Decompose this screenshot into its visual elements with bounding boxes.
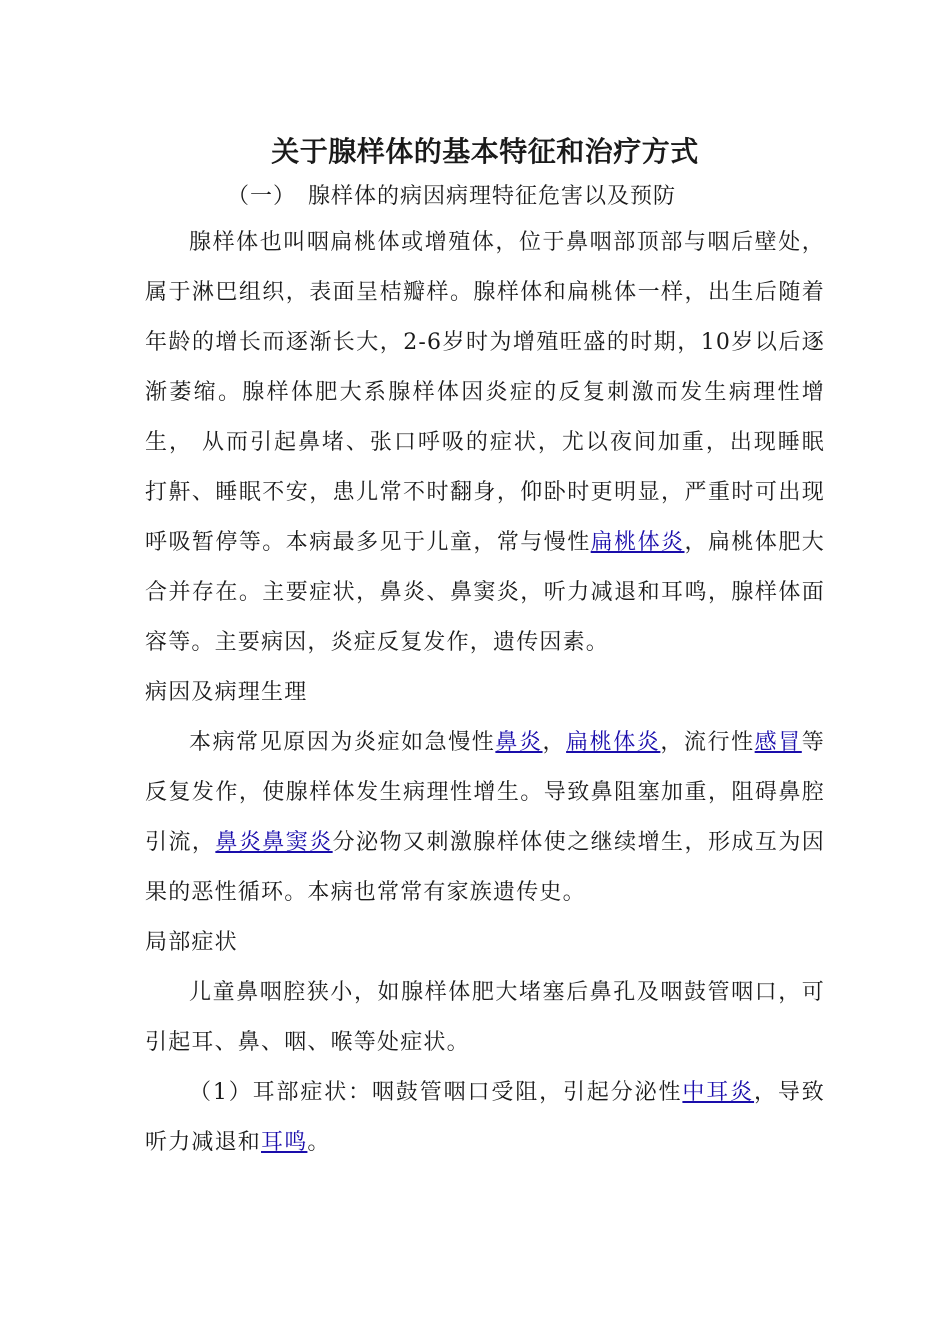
link-tinnitus[interactable]: 耳鸣 [261, 1130, 308, 1155]
section-heading: （一） 腺样体的病因病理特征危害以及预防 [227, 184, 677, 209]
paragraph-text: 。 [307, 1130, 331, 1155]
link-rhinosinusitis[interactable]: 鼻炎鼻窦炎 [215, 830, 333, 855]
paragraph-text: 分泌物又刺激腺样体使之继续增生，形成互为因果的恶性循环。本病也常常有家族遗传史。 [145, 830, 825, 905]
paragraph-etiology [145, 718, 825, 918]
heading-local-symptoms: 局部症状 [145, 930, 238, 955]
paragraph-text: ， [542, 730, 567, 755]
heading-etiology: 病因及病理生理 [145, 680, 308, 705]
link-cold[interactable]: 感冒 [754, 730, 802, 755]
paragraph-text: ，导致听力减退和 [145, 1080, 825, 1155]
document-title: 关于腺样体的基本特征和治疗方式 [271, 135, 699, 168]
paragraph-ear-symptoms [145, 1068, 825, 1168]
paragraph-text: ，扁桃体肥大合并存在。主要症状，鼻炎、鼻窦炎，听力减退和耳鸣，腺样体面容等。主要病因，炎症反复发作，遗传因素。 [145, 530, 825, 655]
paragraph-text: （1）耳部症状：咽鼓管咽口受阻，引起分泌性 [189, 1080, 683, 1105]
paragraph-text: 腺样体也叫咽扁桃体或增殖体，位于鼻咽部顶部与咽后壁处，属于淋巴组织，表面呈桔瓣样。腺样体和扁桃体一样，出生后随着年龄的增长而逐渐长大，2-6岁时为增殖旺盛的时期，10岁以后逐渐萎缩。腺样体肥大系腺样体因炎症的反复刺激而发生病理性增生， 从而引起鼻堵、张口呼吸的症状，尤以夜间加重，出现睡眠打鼾、睡眠不安，患儿常不时翻身，仰卧时更明显，严重时可出现呼吸暂停等。本病最多见于儿童，常与慢性 [145, 230, 825, 555]
link-tonsillitis[interactable]: 扁桃体炎 [590, 530, 685, 555]
paragraph-text: 本病常见原因为炎症如急慢性 [189, 730, 496, 755]
paragraph-text: 等反复发作，使腺样体发生病理性增生。导致鼻阻塞加重，阻碍鼻腔引流， [145, 730, 825, 855]
link-otitis-media[interactable]: 中耳炎 [682, 1080, 755, 1105]
link-rhinitis[interactable]: 鼻炎 [495, 730, 543, 755]
link-tonsillitis-2[interactable]: 扁桃体炎 [566, 730, 661, 755]
paragraph-text: ，流行性 [660, 730, 755, 755]
paragraph-local-symptoms: 儿童鼻咽腔狭小，如腺样体肥大堵塞后鼻孔及咽鼓管咽口，可引起耳、鼻、咽、喉等处症状。 [145, 980, 825, 1055]
paragraph-intro [145, 218, 825, 668]
document-page [145, 128, 825, 1168]
